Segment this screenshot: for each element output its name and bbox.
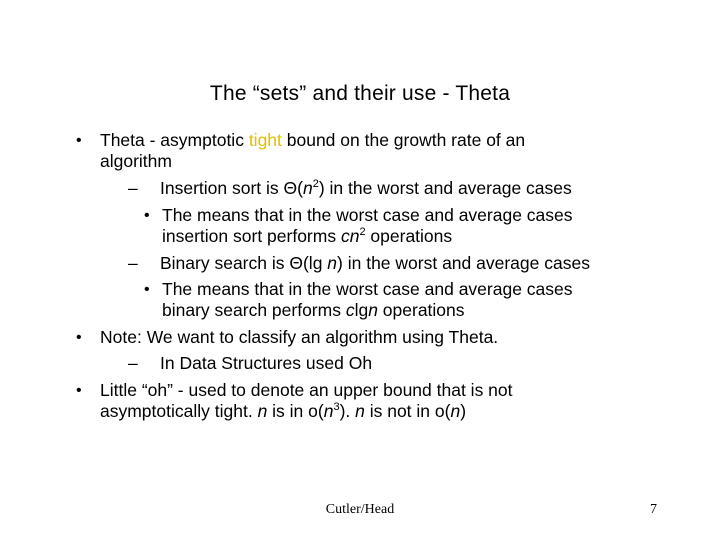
subsub-1-line-1: The means that in the worst case and average cases xyxy=(162,205,573,225)
dash-marker: – xyxy=(128,178,138,198)
bullet-2-line: Note: We want to classify an algorithm using Theta. xyxy=(100,327,499,347)
bullet-1-line-2: algorithm xyxy=(100,151,172,171)
bullet-1-line-1: Theta - asymptotic tight bound on the growth rate of an xyxy=(100,130,526,150)
bullet-dot: • xyxy=(76,382,82,399)
subsub-2-line-1: The means that in the worst case and average cases xyxy=(162,279,573,299)
sub-2-line: Binary search is Θ(lg n) in the worst and average cases xyxy=(160,253,590,273)
subsub-1-line-2: insertion sort performs $cn^2$ operations xyxy=(162,226,453,246)
sub-3-line: In Data Structures used Oh xyxy=(160,353,373,373)
dash-marker: – xyxy=(128,253,138,273)
slide-title: The “sets” and their use - Theta xyxy=(209,82,511,105)
bullet-3-line-1: Little “oh” - used to denote an upper bound that is not xyxy=(100,380,513,400)
dash-marker: – xyxy=(128,353,138,373)
page-number: 7 xyxy=(650,502,657,517)
footer-author: Cutler/Head xyxy=(325,502,395,517)
sub-1-line: Insertion sort is $\Theta(n^2)$ in the worst and average cases xyxy=(160,178,572,198)
bullet-3-line-2: asymptotically tight. n is in $o(n^3)$. n is not in o(n) xyxy=(100,401,467,421)
bullet-dot: • xyxy=(144,281,150,298)
subsub-2-line-2: binary search performs clgn operations xyxy=(162,300,465,320)
bullet-dot: • xyxy=(144,207,150,224)
bullet-dot: • xyxy=(76,132,82,149)
bullet-dot: • xyxy=(76,329,82,346)
highlight-word: tight xyxy=(248,130,282,150)
